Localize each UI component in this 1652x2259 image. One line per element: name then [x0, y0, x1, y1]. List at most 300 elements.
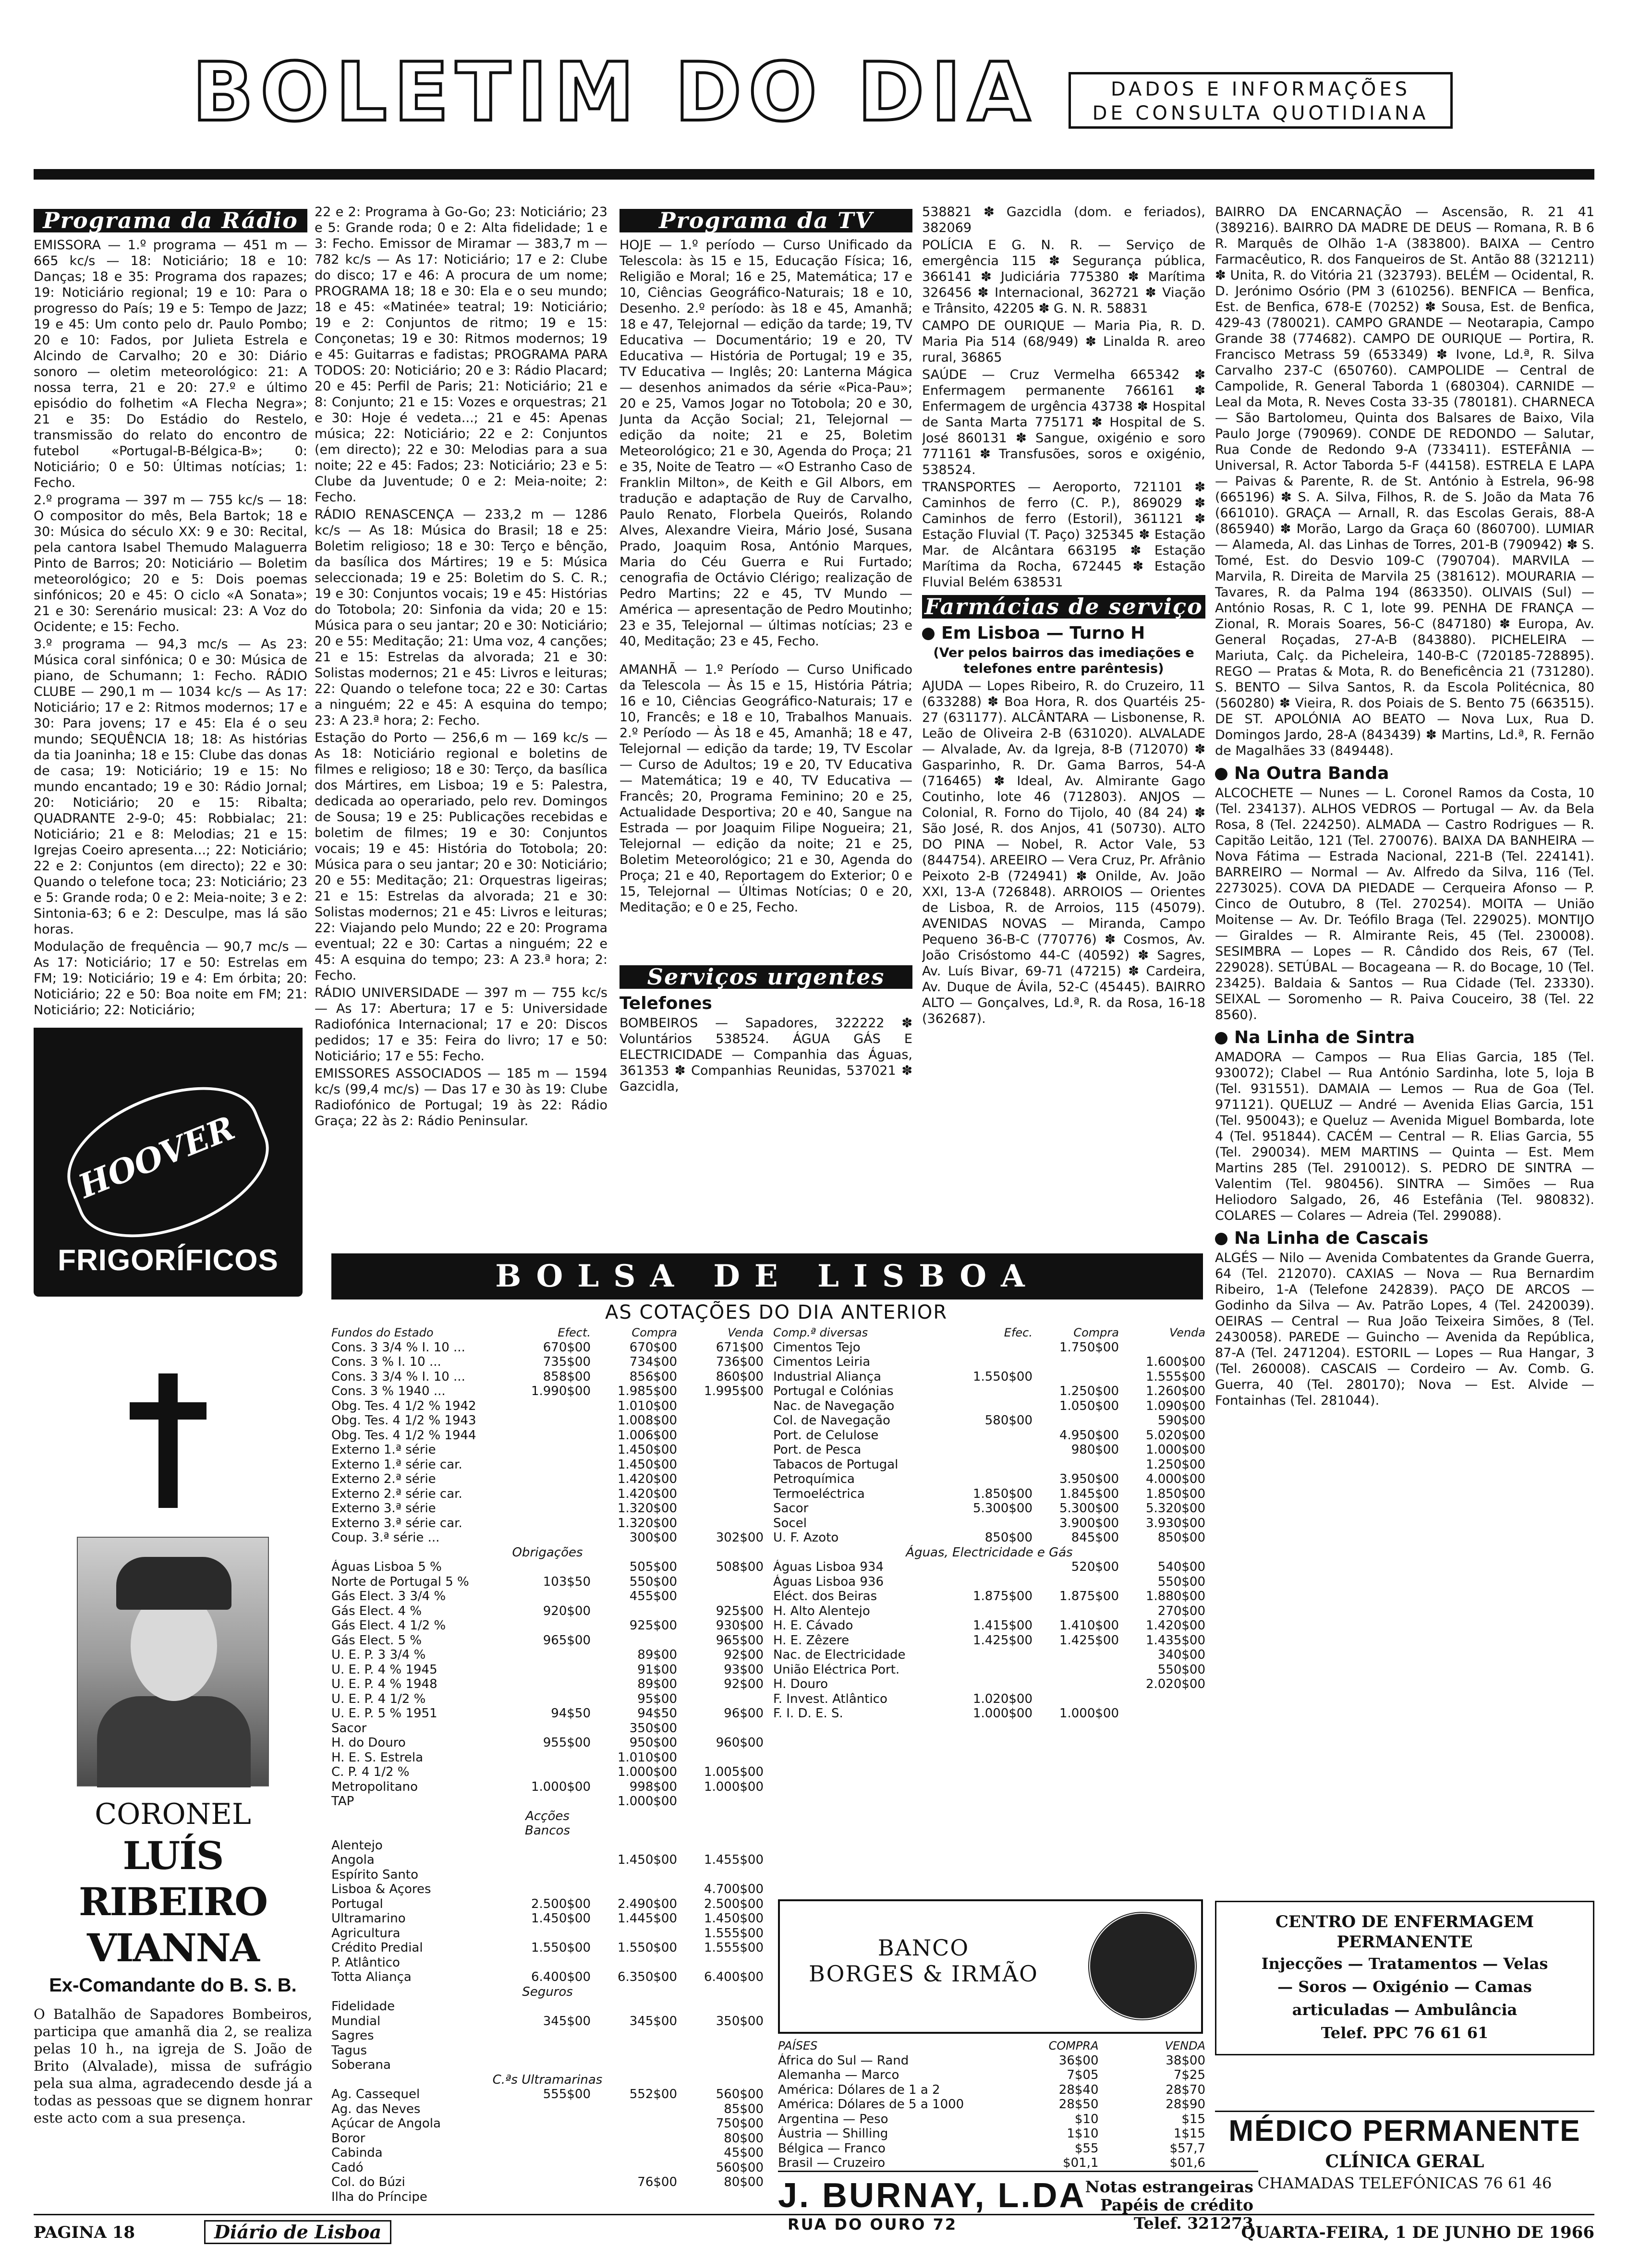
table-cell	[1032, 1575, 1119, 1590]
table-cell: Cons. 3 3/4 % I. 10 ...	[331, 1369, 465, 1384]
table-cell: Espírito Santo	[331, 1867, 418, 1882]
table-cell: 930$00	[716, 1618, 764, 1633]
table-cell: 750$00	[716, 2116, 764, 2131]
table-row	[331, 2014, 764, 2029]
table-cell	[504, 2058, 591, 2073]
table-cell	[591, 1604, 677, 1619]
table-cell: 1.550$00	[531, 1941, 591, 1955]
table-row	[773, 1428, 1205, 1443]
banco-label: BANCO	[877, 1935, 970, 1961]
table-cell: 1.435$00	[1145, 1633, 1205, 1648]
masthead-word-2: DO	[674, 45, 824, 139]
table-row	[331, 1721, 764, 1736]
table-cell: Externo 3.ª série	[331, 1501, 436, 1516]
pharmacy-list: AMADORA — Campos — Rua Elias Garcia, 185 (Tel. 930072); Clabel — Rua António Sardinha, lote 5, loja B (Tel. 931551). DAMAIA — Lemos — Rua de Goa (Tel. 971121). QUELUZ — André — Avenida Elias Garcia, 151 (Tel. 950043); e Queluz — Avenida Miguel Bombarda, lote 4 (Tel. 951844). CACÉM — Central — R. Elias Garcia, 55 (Tel. 290034). MEM MARTINS — Quinta — Est. Mem Martins 285 (Tel. 2910012). S. PEDRO DE SINTRA — Valentim (Tel. 980456). SINTRA — Simões — Rua Heliodoro Salgado, 26, 46 Estefânia (Tel. 980832). COLARES — Colares — Adreia (Tel. 299088).	[1215, 1050, 1594, 1223]
table-cell	[946, 1648, 1032, 1663]
table-row	[778, 2083, 1205, 2098]
table-row	[331, 1457, 764, 1472]
table-cell: Comp.ª diversas	[773, 1326, 868, 1339]
table-cell	[504, 1999, 591, 2014]
table-cell: 1.000$00	[617, 1794, 677, 1809]
table-cell: 550$00	[1157, 1574, 1205, 1589]
table-cell	[677, 1721, 764, 1736]
table-cell: 350$00	[716, 2014, 764, 2028]
table-cell: Efect.	[558, 1326, 591, 1339]
table-cell: União Eléctrica Port.	[773, 1662, 900, 1677]
table-cell: 7$25	[1173, 2068, 1205, 2082]
table-cell	[591, 2116, 677, 2131]
table-cell: 1.000$00	[531, 1779, 591, 1794]
medico-subtitle: CLÍNICA GERAL	[1325, 2151, 1484, 2172]
table-cell	[946, 1443, 1032, 1457]
table-cell: 965$00	[716, 1633, 764, 1648]
table-cell: 1.425$00	[1059, 1633, 1119, 1648]
table-cell: 1.415$00	[972, 1618, 1032, 1633]
table-cell	[504, 1516, 591, 1531]
enfermagem-line: articuladas — Ambulância	[1292, 2001, 1518, 2019]
table-row	[773, 1618, 1205, 1633]
table-header-row	[778, 2039, 1205, 2053]
table-cell: 671$00	[716, 1340, 764, 1355]
table-cell: 1.850$00	[1145, 1486, 1205, 1501]
table-cell	[677, 1472, 764, 1487]
table-cell	[1032, 1692, 1119, 1707]
table-cell	[504, 1926, 591, 1941]
table-cell: 1.050$00	[1059, 1398, 1119, 1413]
table-row	[331, 1706, 764, 1721]
table-cell: 920$00	[543, 1603, 591, 1618]
table-cell: Socel	[773, 1516, 807, 1530]
table-row	[773, 1692, 1205, 1707]
table-cell: 1.555$00	[1145, 1369, 1205, 1384]
table-cell: U. E. P. 4 % 1948	[331, 1677, 437, 1691]
table-cell	[1119, 1706, 1205, 1721]
pharmacy-sintra-heading: Na Linha de Sintra	[1215, 1030, 1594, 1045]
enfermagem-phone: Telef. PPC 76 61 61	[1321, 2024, 1489, 2042]
table-row	[773, 1575, 1205, 1590]
table-cell: 1.845$00	[1059, 1486, 1119, 1501]
urgent-line: POLÍCIA E G. N. R. — Serviço de emergência 115 ✽ Segurança pública, 366141 ✽ Judiciária 775380 ✽ Marítima 326456 ✽ Internacional, 362721 ✽ Viação e Trânsito, 42205 ✽ G. N. R. 58831	[922, 238, 1205, 316]
table-cell: Soberana	[331, 2058, 391, 2072]
table-cell: Coup. 3.ª série ...	[331, 1530, 440, 1545]
table-cell: 85$00	[724, 2101, 764, 2116]
table-cell: COMPRA	[1048, 2039, 1099, 2053]
table-cell: Alemanha — Marco	[778, 2068, 899, 2082]
table-cell: 850$00	[1157, 1530, 1205, 1545]
table-cell: Obg. Tes. 4 1/2 % 1942	[331, 1398, 476, 1413]
table-cell: 1.000$00	[972, 1706, 1032, 1721]
table-cell: 1.008$00	[617, 1413, 677, 1428]
table-cell: Áustria — Shilling	[778, 2126, 888, 2141]
table-row	[331, 1897, 764, 1912]
table-cell: 735$00	[543, 1355, 591, 1369]
bolsa-title: BOLSA DE LISBOA	[331, 1253, 1203, 1300]
table-cell	[591, 2102, 677, 2117]
table-cell	[504, 2102, 591, 2117]
table-cell: Col. do Búzi	[331, 2175, 405, 2189]
table-cell: 925$00	[716, 1603, 764, 1618]
table-cell: Cons. 3 3/4 % I. 10 ...	[331, 1340, 465, 1355]
table-cell	[677, 1516, 764, 1531]
table-cell	[946, 1384, 1032, 1399]
table-group-label: C.ªs Ultramarinas	[492, 2072, 603, 2087]
table-cell: 520$00	[1071, 1560, 1119, 1574]
table-cell: 3.900$00	[1059, 1516, 1119, 1530]
table-row	[331, 1999, 764, 2014]
table-row	[331, 2131, 764, 2146]
table-row	[331, 1399, 764, 1414]
enfermagem-line: — Soros — Oxigénio — Camas	[1277, 1978, 1532, 1996]
pharmacy-lisboa-heading: Em Lisboa — Turno H	[922, 625, 1205, 641]
table-cell: 1.450$00	[617, 1853, 677, 1867]
table-cell: 555$00	[543, 2087, 591, 2101]
table-cell: 89$00	[637, 1677, 677, 1691]
table-cell: Fundos do Estado	[331, 1326, 434, 1339]
table-cell: 925$00	[629, 1618, 677, 1633]
table-row	[331, 1355, 764, 1370]
table-cell	[946, 1663, 1032, 1677]
table-cell: 980$00	[1071, 1443, 1119, 1457]
table-cell	[677, 2058, 764, 2073]
table-row	[773, 1472, 1205, 1487]
top-rule	[34, 169, 1594, 180]
table-cell: Cadó	[331, 2160, 364, 2175]
table-cell: Externo 3.ª série car.	[331, 1516, 462, 1530]
table-cell: Efec.	[1004, 1326, 1032, 1339]
table-cell: 6.400$00	[531, 1970, 591, 1984]
table-row	[331, 1604, 764, 1619]
table-cell: 4.950$00	[1059, 1428, 1119, 1443]
table-cell: Brasil — Cruzeiro	[778, 2156, 886, 2168]
table-header-row	[331, 1325, 764, 1340]
table-cell: 2.490$00	[617, 1896, 677, 1911]
table-cell: 590$00	[1157, 1413, 1205, 1428]
table-cell	[504, 1765, 591, 1780]
table-row	[331, 1501, 764, 1516]
currency-table	[778, 2039, 1205, 2168]
table-row	[331, 1882, 764, 1897]
masthead-title	[192, 45, 1037, 139]
table-cell	[946, 1340, 1032, 1355]
stock-table-left	[331, 1325, 764, 2204]
burnay-phone: Telef. 321273	[1133, 2214, 1253, 2233]
table-row	[331, 2175, 764, 2190]
table-row	[778, 2141, 1205, 2156]
table-cell: Cimentos Tejo	[773, 1340, 861, 1355]
table-cell: 89$00	[637, 1648, 677, 1662]
table-cell: Compra	[632, 1326, 677, 1339]
table-cell: Bélgica — Franco	[778, 2141, 886, 2156]
table-cell	[504, 1838, 591, 1853]
burnay-name: J. BURNAY, L.DA	[778, 2176, 1086, 2215]
table-cell: 93$00	[724, 1662, 764, 1677]
pharmacy-list: AJUDA — Lopes Ribeiro, R. do Cruzeiro, 11 (633288) ✽ Boa Hora, R. dos Quartéis 25-27 (631177). ALCÂNTARA — Lisbonense, R. Leão de Oliveira 2-B (631020). ALVALADE — Alvalade, Av. da Igreja, 8-B (712070) ✽ Gasparinho, R. Dr. Gama Barros, 54-A (716465) ✽ Ideal, Av. Almirante Gago Coutinho, lote 46 (712803). ANJOS — Colonial, R. Forno do Tijolo, 40 (84 24) ✽ São José, R. dos Anjos, 41 (50730). ALTO DO PINA — Nobel, R. Actor Vale, 53 (844754). AREEIRO — Vera Cruz, Pr. Afrânio Peixoto 2-B (724941) ✽ Onilde, Av. João XXI, 13-A (726848). ARROIOS — Orientes de Lisboa, R. de Arroios, 115 (45079). AVENIDAS NOVAS — Miranda, Campo Pequeno 36-B-C (770776) ✽ Cosmos, Av. João Crisóstomo 44-C (40592) ✽ Sagres, Av. Luís Bivar, 69-71 (47215) ✽ Cardeira, Av. Duque de Ávila, 52-C (45445). BAIRRO ALTO — Gonçalves, Ld.ª, R. da Rosa, 16-18 (362687).	[922, 679, 1205, 1026]
table-row	[331, 1575, 764, 1590]
table-cell	[504, 1457, 591, 1472]
table-cell: 80$00	[724, 2131, 764, 2146]
table-cell	[504, 1663, 591, 1677]
table-cell: Gás Elect. 4 1/2 %	[331, 1618, 446, 1633]
table-cell: 91$00	[637, 1662, 677, 1677]
table-cell: Obg. Tes. 4 1/2 % 1943	[331, 1413, 476, 1428]
table-row	[331, 1487, 764, 1502]
table-row	[331, 1618, 764, 1633]
radio-column-1	[34, 204, 307, 1020]
radio-paragraph: EMISSORA — 1.º programa — 451 m — 665 kc/s — 18: Noticiário; 18 e 10: Danças; 18 e 35: Programa dos rapazes; 19: Noticiário regional; 19 e 10: Para o progresso do País; 19 e 5: Tempo de Jazz; 19 e 45: Um conto pelo dr. Paulo Pombo; 20 e 10: Fados, por Julieta Estrela e Alcindo de Carvalho; 20 e 30: Diário sonoro — oletim meteorológico: 21: A nossa terra, 21 e 20: 27.º e último episódio do folhetim «A Flecha Negra»; 21 e 35: Do Estádio do Restelo, transmissão do relato do encontro de futebol «Portugal-B-Bélgica-B»; 0: Noticiário; 0 e 50: Últimas notícias; 1: Fecho.	[34, 238, 307, 490]
table-header-row	[773, 1325, 1205, 1340]
table-cell: Externo 2.ª série	[331, 1472, 436, 1486]
table-row	[331, 1926, 764, 1941]
radio-column-2	[315, 204, 607, 1237]
portrait-photo	[77, 1537, 269, 1786]
table-cell: 1.425$00	[972, 1633, 1032, 1648]
table-row	[331, 1780, 764, 1795]
table-cell	[677, 1692, 764, 1707]
table-row	[778, 2097, 1205, 2112]
table-cell	[504, 1399, 591, 1414]
table-cell	[504, 2175, 591, 2190]
table-cell: 845$00	[1071, 1530, 1119, 1545]
table-row	[331, 1794, 764, 1809]
table-cell: Venda	[728, 1326, 764, 1339]
table-cell: 1.995$00	[704, 1384, 764, 1398]
table-cell: 350$00	[629, 1721, 677, 1736]
table-cell	[504, 1413, 591, 1428]
table-cell	[504, 1692, 591, 1707]
table-cell	[677, 1794, 764, 1809]
table-cell	[1032, 1413, 1119, 1428]
radio-paragraph: EMISSORES ASSOCIADOS — 185 m — 1594 kc/s (99,4 mc/s) — Das 17 e 30 às 19: Clube Radiofónico de Portugal; 19 às 22: Rádio Graça; 22 às 2: Rádio Peninsular.	[315, 1066, 607, 1129]
table-cell: 28$50	[1058, 2097, 1099, 2112]
table-cell: Açúcar de Angola	[331, 2116, 441, 2131]
table-cell: 1.875$00	[972, 1589, 1032, 1603]
table-row	[331, 1443, 764, 1457]
table-cell: 1.455$00	[704, 1853, 764, 1867]
page-footer	[34, 2214, 1594, 2247]
table-row	[331, 1648, 764, 1663]
table-cell: Cons. 3 % I. 10 ...	[331, 1355, 441, 1369]
table-cell: 1.850$00	[972, 1486, 1032, 1501]
table-cell: 455$00	[629, 1589, 677, 1603]
table-row	[331, 1663, 764, 1677]
table-cell: Termoeléctrica	[773, 1486, 865, 1501]
table-cell	[1032, 1370, 1119, 1385]
table-cell: 345$00	[543, 2014, 591, 2028]
table-cell: Norte de Portugal 5 %	[331, 1574, 469, 1589]
table-cell	[677, 2043, 764, 2058]
pharmacy-cascais-heading: Na Linha de Cascais	[1215, 1230, 1594, 1246]
table-cell	[504, 1472, 591, 1487]
table-cell	[504, 2190, 591, 2205]
table-cell: 1$10	[1067, 2126, 1099, 2141]
hoover-logo: HOOVER	[73, 1108, 241, 1206]
enfermagem-title-1: CENTRO DE ENFERMAGEM	[1275, 1912, 1534, 1931]
table-cell	[946, 1457, 1032, 1472]
table-row	[778, 2156, 1205, 2168]
table-cell	[946, 1516, 1032, 1531]
bank-seal-icon	[1087, 1911, 1198, 2021]
table-cell	[1032, 1604, 1119, 1619]
table-cell: 1.010$00	[617, 1398, 677, 1413]
table-cell: $57,7	[1169, 2141, 1205, 2156]
table-cell: 76$00	[637, 2175, 677, 2189]
table-cell	[591, 1999, 677, 2014]
table-row	[773, 1413, 1205, 1428]
masthead-word-1: BOLETIM	[192, 45, 641, 139]
table-cell: Alentejo	[331, 1838, 383, 1853]
urgent-column	[620, 960, 912, 1244]
table-cell: 965$00	[543, 1633, 591, 1648]
table-row	[331, 1413, 764, 1428]
table-cell: Sagres	[331, 2028, 374, 2043]
table-cell: Ilha do Príncipe	[331, 2189, 427, 2204]
table-row	[331, 1560, 764, 1575]
table-cell: 1.000$00	[1145, 1443, 1205, 1457]
table-cell	[591, 2190, 677, 2205]
table-cell: 1.000$00	[1059, 1706, 1119, 1721]
hoover-caption: FRIGORÍFICOS	[58, 1244, 279, 1277]
table-cell: 45$00	[724, 2146, 764, 2160]
table-cell: 2.500$00	[704, 1896, 764, 1911]
table-cell: 505$00	[629, 1560, 677, 1574]
issue-date: QUARTA-FEIRA, 1 DE JUNHO DE 1966	[1241, 2223, 1594, 2242]
table-cell: 94$50	[551, 1706, 591, 1721]
table-cell	[504, 1868, 591, 1882]
table-cell: $55	[1074, 2141, 1099, 2156]
table-cell: 670$00	[543, 1340, 591, 1355]
table-cell	[504, 1648, 591, 1663]
table-cell: $10	[1074, 2112, 1099, 2126]
table-cell	[946, 1355, 1032, 1370]
table-cell: 1.555$00	[704, 1926, 764, 1941]
table-cell: H. Alto Alentejo	[773, 1603, 870, 1618]
table-cell	[946, 1575, 1032, 1590]
table-cell: 950$00	[629, 1736, 677, 1750]
table-cell: 1.880$00	[1145, 1589, 1205, 1603]
table-cell	[504, 1428, 591, 1443]
radio-paragraph: 3.º programa — 94,3 mc/s — As 23: Música coral sinfónica; 0 e 30: Música de piano, de Schumann; 1: Fecho. RÁDIO CLUBE — 290,1 m — 1034 kc/s — As 17: Noticiário; 17 e 2: Ritmos modernos; 17 e 30: Para jovens; 17 e 45: Ela é o seu mundo; SEQUÊNCIA 18; 18: As histórias da tia Joaninha; 18 e 15: Clube das donas de casa; 19: Noticiário; 19 e 15: No mundo encantado; 19 e 30: Rádio Jornal; 20: Noticiário; 20 e 15: Ribalta; QUADRANTE 2-9-0; 45: Robbialac; 21: Noticiário; 21 e 8: Melodias; 21 e 15: Igrejas Coeiro apresenta...; 22: Noticiário; 22 e 2: Conjuntos (em directo); 22 e 30: Quando o telefone toca; 23: Noticiário; 23 e 5: Grande roda; 0 e 2: Meia-noite; 3 e 2: Sintonia-63; 6 e 2: Desculpe, mas lá são horas.	[34, 637, 307, 937]
table-row	[331, 2087, 764, 2102]
table-cell	[1032, 1457, 1119, 1472]
radio-paragraph: RÁDIO RENASCENÇA — 233,2 m — 1286 kc/s — As 18: Música do Brasil; 18 e 25: Boletim religioso; 18 e 30: Terço e bênção, da basílica dos Mártires; 19 e 5: Música seleccionada; 19 e 25: Boletim do S. C. R.; 19 e 30: Conjuntos vocais; 19 e 45: Histórias do Totobola; 20: Sinfonia da vida; 20 e 15: Música para o seu jantar; 20 e 30: Noticiário; 20 e 55: Meditação; 21: Uma voz, 4 canções; 21 e 15: Estrelas da alvorada; 21 e 30: Solistas modernos; 21 e 45: Livros e leituras; 22: Quando o telefone toca; 22 e 30: Cartas a ninguém; 22 e 45: A esquina do tempo; 23: A 23.ª hora; 2: Fecho.	[315, 507, 607, 728]
table-row	[331, 1838, 764, 1853]
table-cell	[677, 1428, 764, 1443]
table-cell: 28$40	[1058, 2082, 1099, 2097]
table-row	[331, 2161, 764, 2175]
table-row	[331, 1911, 764, 1926]
table-row	[773, 1457, 1205, 1472]
table-cell	[591, 2131, 677, 2146]
table-row	[773, 1677, 1205, 1692]
table-row	[773, 1560, 1205, 1575]
table-row	[331, 1765, 764, 1780]
table-row	[331, 2116, 764, 2131]
table-cell: 1.320$00	[617, 1516, 677, 1530]
table-cell: 560$00	[716, 2160, 764, 2175]
table-cell: H. E. Cávado	[773, 1618, 853, 1633]
table-cell: Industrial Aliança	[773, 1369, 882, 1384]
radio-paragraph: Modulação de frequência — 90,7 mc/s — As 17: Noticiário; 17 e 50: Estrelas em FM; 19: Noticiário; 19 e 4: Em órbita; 20: Noticiário; 22 e 50: Boa noite em FM; 21: Noticiário; 22: Noticiário;	[34, 939, 307, 1018]
table-row	[331, 1589, 764, 1604]
table-cell	[677, 1589, 764, 1604]
table-cell: Petroquímica	[773, 1472, 855, 1486]
table-row	[331, 1868, 764, 1882]
table-cell	[504, 2161, 591, 2175]
table-row	[331, 1472, 764, 1487]
table-cell: Águas Lisboa 934	[773, 1560, 884, 1574]
urgent-line: TRANSPORTES — Aeroporto, 721101 ✽ Caminhos de ferro (C. P.), 869029 ✽ Caminhos de ferro (Estoril), 361121 ✽ Estação Fluvial (T. Paço) 325345 ✽ Estação Mar. de Alcântara 663195 ✽ Estação Marítima da Rocha, 672445 ✽ Estação Fluvial Belém 638531	[922, 480, 1205, 590]
table-cell: 1.985$00	[617, 1384, 677, 1398]
table-cell: 1.010$00	[617, 1750, 677, 1765]
table-cell: 80$00	[724, 2175, 764, 2189]
table-cell: 1.260$00	[1145, 1384, 1205, 1398]
table-cell: 1.990$00	[531, 1384, 591, 1398]
table-row	[331, 1340, 764, 1355]
table-cell: Metropolitano	[331, 1779, 418, 1794]
table-row	[778, 2053, 1205, 2068]
obituary-name-1: LUÍS RIBEIRO	[78, 1833, 267, 1924]
table-row	[773, 1648, 1205, 1663]
table-cell: Gás Elect. 4 %	[331, 1603, 422, 1618]
table-cell	[504, 1501, 591, 1516]
obituary-rank: CORONEL	[95, 1797, 251, 1831]
table-cell: Portugal e Colónias	[773, 1384, 894, 1398]
table-cell: $01,1	[1063, 2156, 1099, 2168]
table-cell: Port. de Celulose	[773, 1428, 879, 1443]
pharmacy-list: BAIRRO DA ENCARNAÇÃO — Ascensão, R. 21 41 (389216). BAIRRO DA MADRE DE DEUS — Romana, R. B 6 R. Marquês de Olhão 1-A (383800). BAIXA — Centro Farmacêutico, R. dos Fanqueiros de St. Antão 88 (321211) ✽ Unita, R. do Vitória 21 (323793). BELÉM — Ocidental, R. D. Jerónimo Osório (PM 3 (610256). BENFICA — Benfica, Est. de Benfica, 678-E (70252) ✽ Sousa, Est. de Benfica, 429-43 (780021). CAMPO GRANDE — Neotarapia, Campo Grande 38 (774682). CAMPO DE OURIQUE — Portira, R. Francisco Metrass 59 (653349) ✽ Ivone, Ld.ª, R. Silva Carvalho 237-C (650760). CAMPOLIDE — Central de Campolide, R. General Taborda 1 (680304). CARNIDE — Leal da Mota, R. Neves Costa 33-35 (780181). CHARNECA — São Bartolomeu, Quinta dos Balsares de Baixo, Vila Paulo Jorge (790969). CONDE DE REDONDO — Salutar, Rua Conde de Redondo 9-A (733411). ESTEFÂNIA — Universal, R. Actor Taborda 5-F (44158). ESTRELA E LAPA — Paivas & Parente, R. de St. António à Estrela, 96-98 (665196) ✽ S. A. Silva, Filhos, R. de S. João da Mata 76 (661010). GRAÇA — Arnall, R. das Escolas Gerais, 88-A (865940) ✽ Morão, Largo da Graça 60 (860700). LUMIAR — Alameda, Al. das Linhas de Torres, 201-B (790942) ✽ S. Tomé, Est. do Desvio 109-C (790704). MARVILA — Marvila, R. Direita de Marvila 25 (381612). MOURARIA — Tavares, R. da Palma 194 (863350). OLIVAIS (Sul) — António Rosas, R. C 1, lote 99. PENHA DE FRANÇA — Zional, R. Morais Soares, 56-C (847180) ✽ Europa, Av. General Roçadas, 27-A-B (843880). PICHELEIRA — Mariuta, Calç. da Picheleira, 140-B-C (720185-728895). REGO — Pratas & Mota, R. do Beneficência 21 (731280). S. BENTO — Silva Santos, R. da Escola Politécnica, 80 (560280) ✽ Vieira, R. dos Poiais de S. Bento 75 (663515). DE ST. APOLÓNIA AO BEATO — Nova Lux, Rua D. Domingos Jardo, 28-A (843439) ✽ Martins, Ld.ª, R. Fernão de Magalhães 33 (849448).	[1215, 205, 1594, 758]
table-cell: F. I. D. E. S.	[773, 1706, 843, 1721]
enfermagem-title-2: PERMANENTE	[1336, 1932, 1473, 1952]
table-cell: 1$15	[1173, 2126, 1205, 2141]
table-cell	[504, 1794, 591, 1809]
table-cell: 5.300$00	[972, 1501, 1032, 1516]
tv-paragraph: HOJE — 1.º período — Curso Unificado da Telescola: às 15 e 15, Educação Física; 16, Religião e Moral; 16 e 25, Matemática; 17 e 10, Ciências Geográfico-Naturais; 18 e 10, Desenho. 2.º período: às 18 e 45, Amanhã; 18 e 47, Telejornal — edição da tarde; 19, TV Educativa — Documentário; 19 e 20, TV Educativa — História de Portugal; 19 e 35, TV Educativa — Inglês; 20: Lanterna Mágica — desenhos animados da série «Pica-Pau»; 20 e 25, Vamos Jogar no Totobola; 20 e 30, Junta da Acção Social; 21, Telejornal — edição da noite; 21 e 25, Boletim Meteorológico; 21 e 30, Agenda do Proça; 21 e 35, Noite de Teatro — «O Estranho Caso de Franklin Milton», de Keith e Gil Albors, em tradução e adaptação de Ruy de Carvalho, Paulo Renato, Florbela Queirós, Rolando Alves, Alexandre Vieira, Mário José, Susana Prado, Joaquim Rosa, António Marques, Maria do Céu Guerra e Rui Furtado; cenografia de Octávio Clérigo; realização de Pedro Martins; 22 e 45, TV Mundo — América — apresentação de Pedro Moutinho; 23 e 35, Telejornal — últimas notícias; 23 e 40, Meditação; 23 e 45, Fecho.	[620, 238, 912, 649]
table-cell: 5.020$00	[1145, 1428, 1205, 1443]
table-cell: 1.090$00	[1145, 1398, 1205, 1413]
table-cell: Crédito Predial	[331, 1941, 423, 1955]
radio-paragraph: 22 e 2: Programa à Go-Go; 23: Noticiário; 23 e 5: Grande roda; 0 e 2: Alta fidelidade; 1 e 3: Fecho. Emissor de Miramar — 383,7 m — 782 kc/s — As 17: Noticiário; 17 e 2: Clube do disco; 17 e 46: A procura de um nome; PROGRAMA 18; 18 e 30: Ela e o seu mundo; 18 e 45: «Matinée» teatral; 19: Noticiário; 19 e 2: Conjuntos de ritmo; 19 e 15: Conçonetas; 19 e 30: Ritmos modernos; 19 e 45: Guitarras e fadistas; PROGRAMA PARA TODOS: 20: Noticiário; 20 e 3: Rádio Placard; 20 e 45: Perfil de Paris; 21: Noticiário; 21 e 8: Conjunto; 21 e 15: Vozes e orquestras; 21 e 30: Hoje é vedeta...; 21 e 45: Apenas música; 22: Noticiário; 22 e 2: Conjuntos (em directo); 22 e 30: Melodias para a sua noite; 22 e 45: Fados; 23: Noticiário; 23 e 5: Clube da Juventude; 0 e 2: Meia-noite; 2: Fecho.	[315, 205, 607, 505]
table-cell: 3.950$00	[1059, 1472, 1119, 1486]
table-cell: 4.700$00	[704, 1882, 764, 1896]
table-row	[331, 1941, 764, 1955]
table-row	[331, 2058, 764, 2073]
table-cell: 5.300$00	[1059, 1501, 1119, 1516]
table-cell: Venda	[1169, 1326, 1205, 1339]
subtitle-line-2: DE CONSULTA QUOTIDIANA	[1092, 102, 1429, 124]
table-cell	[504, 2131, 591, 2146]
table-cell	[591, 2161, 677, 2175]
table-cell	[677, 1999, 764, 2014]
table-group-label: Seguros	[522, 1984, 573, 1999]
table-cell	[946, 1677, 1032, 1692]
table-row	[773, 1487, 1205, 1502]
table-cell: 1.450$00	[704, 1911, 764, 1926]
newspaper-logo: Diário de Lisboa	[204, 2220, 391, 2244]
table-cell	[504, 1589, 591, 1604]
table-row	[331, 2028, 764, 2043]
table-cell	[677, 1575, 764, 1590]
table-cell: Nac. de Navegação	[773, 1398, 895, 1413]
table-cell: Tabacos de Portugal	[773, 1457, 899, 1472]
tv-paragraph: AMANHÃ — 1.º Período — Curso Unificado da Telescola — Às 15 e 15, História Pátria; 16 e 10, Ciências Geográfico-Naturais; 17 e 10, Francês; e 18 e 10, Trabalhos Manuais. 2.º Período — Às 18 e 45, Amanhã; 18 e 47, Telejornal — edição da tarde; 19, TV Escolar — Curso de Adultos; 19 e 20, TV Educativa — Matemática; 19 e 40, TV Educativa — Francês; 20, Programa Feminino; 20 e 25, Actualidade Desportiva; 20 e 40, Sangue na Estrada — por Joaquim Filipe Nogueira; 21, Telejornal — edição da noite; 21 e 25, Boletim Meteorológico; 21 e 30, Agenda do Proça; 21 e 40, Reportagem do Exterior; 0 e 15, Telejornal — Últimas Notícias; 0 e 20, Meditação; e 0 e 25, Fecho.	[620, 662, 912, 915]
table-row	[773, 1706, 1205, 1721]
table-row	[773, 1633, 1205, 1648]
table-cell: 955$00	[543, 1736, 591, 1750]
banco-borges-advert	[778, 1899, 1203, 2034]
table-cell	[946, 1399, 1032, 1414]
table-row	[331, 1692, 764, 1707]
table-cell	[677, 1399, 764, 1414]
